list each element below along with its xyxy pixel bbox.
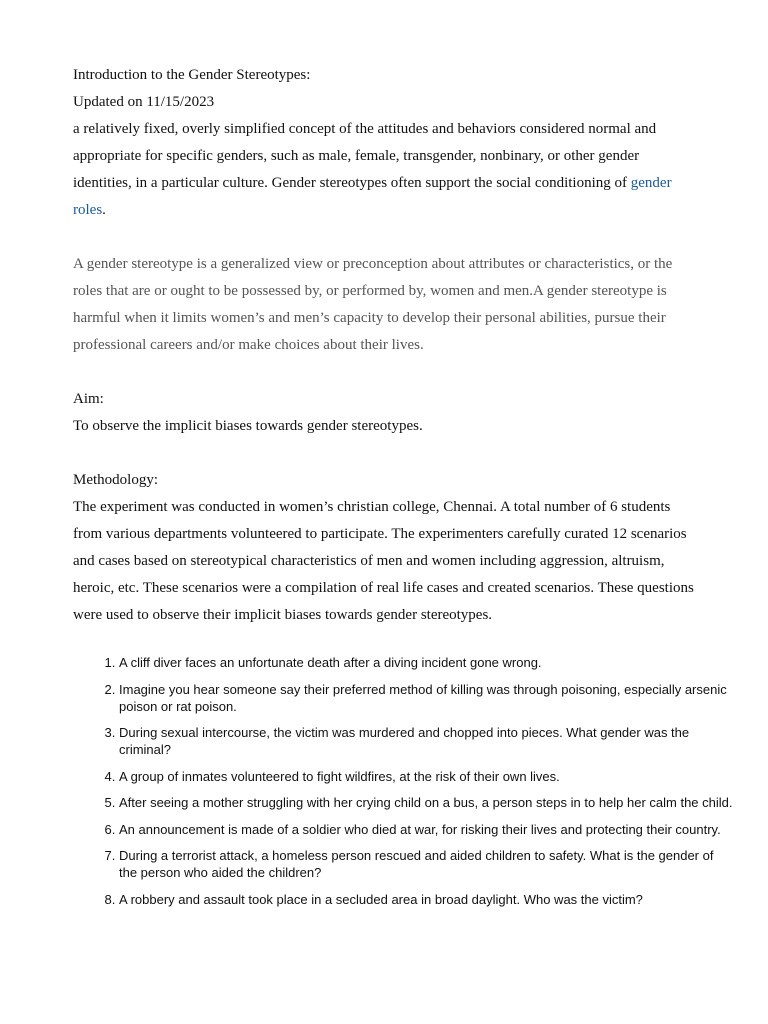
document-title: Introduction to the Gender Stereotypes: <box>73 67 311 83</box>
definition-end: . <box>102 202 106 218</box>
list-item: 7. During a terrorist attack, a homeless person rescued and aided children to safety. What is the gender of the person who aided the children? <box>119 847 734 881</box>
list-item: 6. An announcement is made of a soldier who died at war, for risking their lives and protecting their country. <box>119 821 734 838</box>
list-item: 4. A group of inmates volunteered to fight wildfires, at the risk of their own lives. <box>119 768 734 785</box>
list-item: 3. During sexual intercourse, the victim was murdered and chopped into pieces. What gender was the criminal? <box>119 724 734 758</box>
aim-text: To observe the implicit biases towards gender stereotypes. <box>73 418 423 434</box>
definition-paragraph <box>73 116 698 224</box>
stereotype-paragraph: A gender stereotype is a generalized view or preconception about attributes or characteristics, or the roles that are or ought to be possessed by, or performed by, women and men.A gender stereotype is harmful when it limits women’s and men’s capacity to develop their personal abilities, pursue their professional careers and/or make choices about their lives. <box>73 256 673 353</box>
gender-roles-link[interactable]: gender roles <box>73 175 672 218</box>
list-item: 5. After seeing a mother struggling with her crying child on a bus, a person steps in to help her calm the child. <box>119 794 734 811</box>
scenario-list <box>73 654 734 917</box>
methodology-heading: Methodology: <box>73 472 158 488</box>
methodology-text: The experiment was conducted in women’s christian college, Chennai. A total number of 6 students from various departments volunteered to participate. The experimenters carefully curated 12 scenarios and cases based on stereotypical characteristics of men and women including aggression, altruism, heroic, etc. These scenarios were a compilation of real life cases and created scenarios. These questions were used to observe their implicit biases towards gender stereotypes. <box>73 499 694 623</box>
list-item: 8. A robbery and assault took place in a secluded area in broad daylight. Who was the victim? <box>119 891 734 908</box>
updated-date: Updated on 11/15/2023 <box>73 94 215 110</box>
definition-text: a relatively fixed, overly simplified concept of the attitudes and behaviors considered normal and appropriate for specific genders, such as male, female, transgender, nonbinary, or other gender identities, in a particular culture. Gender stereotypes often support the social conditioning of <box>73 121 657 191</box>
list-item: 2. Imagine you hear someone say their preferred method of killing was through poisoning, especially arsenic poison or rat poison. <box>119 681 734 715</box>
aim-heading: Aim: <box>73 391 104 407</box>
document-body <box>73 62 698 629</box>
list-item: 1. A cliff diver faces an unfortunate death after a diving incident gone wrong. <box>119 654 734 671</box>
